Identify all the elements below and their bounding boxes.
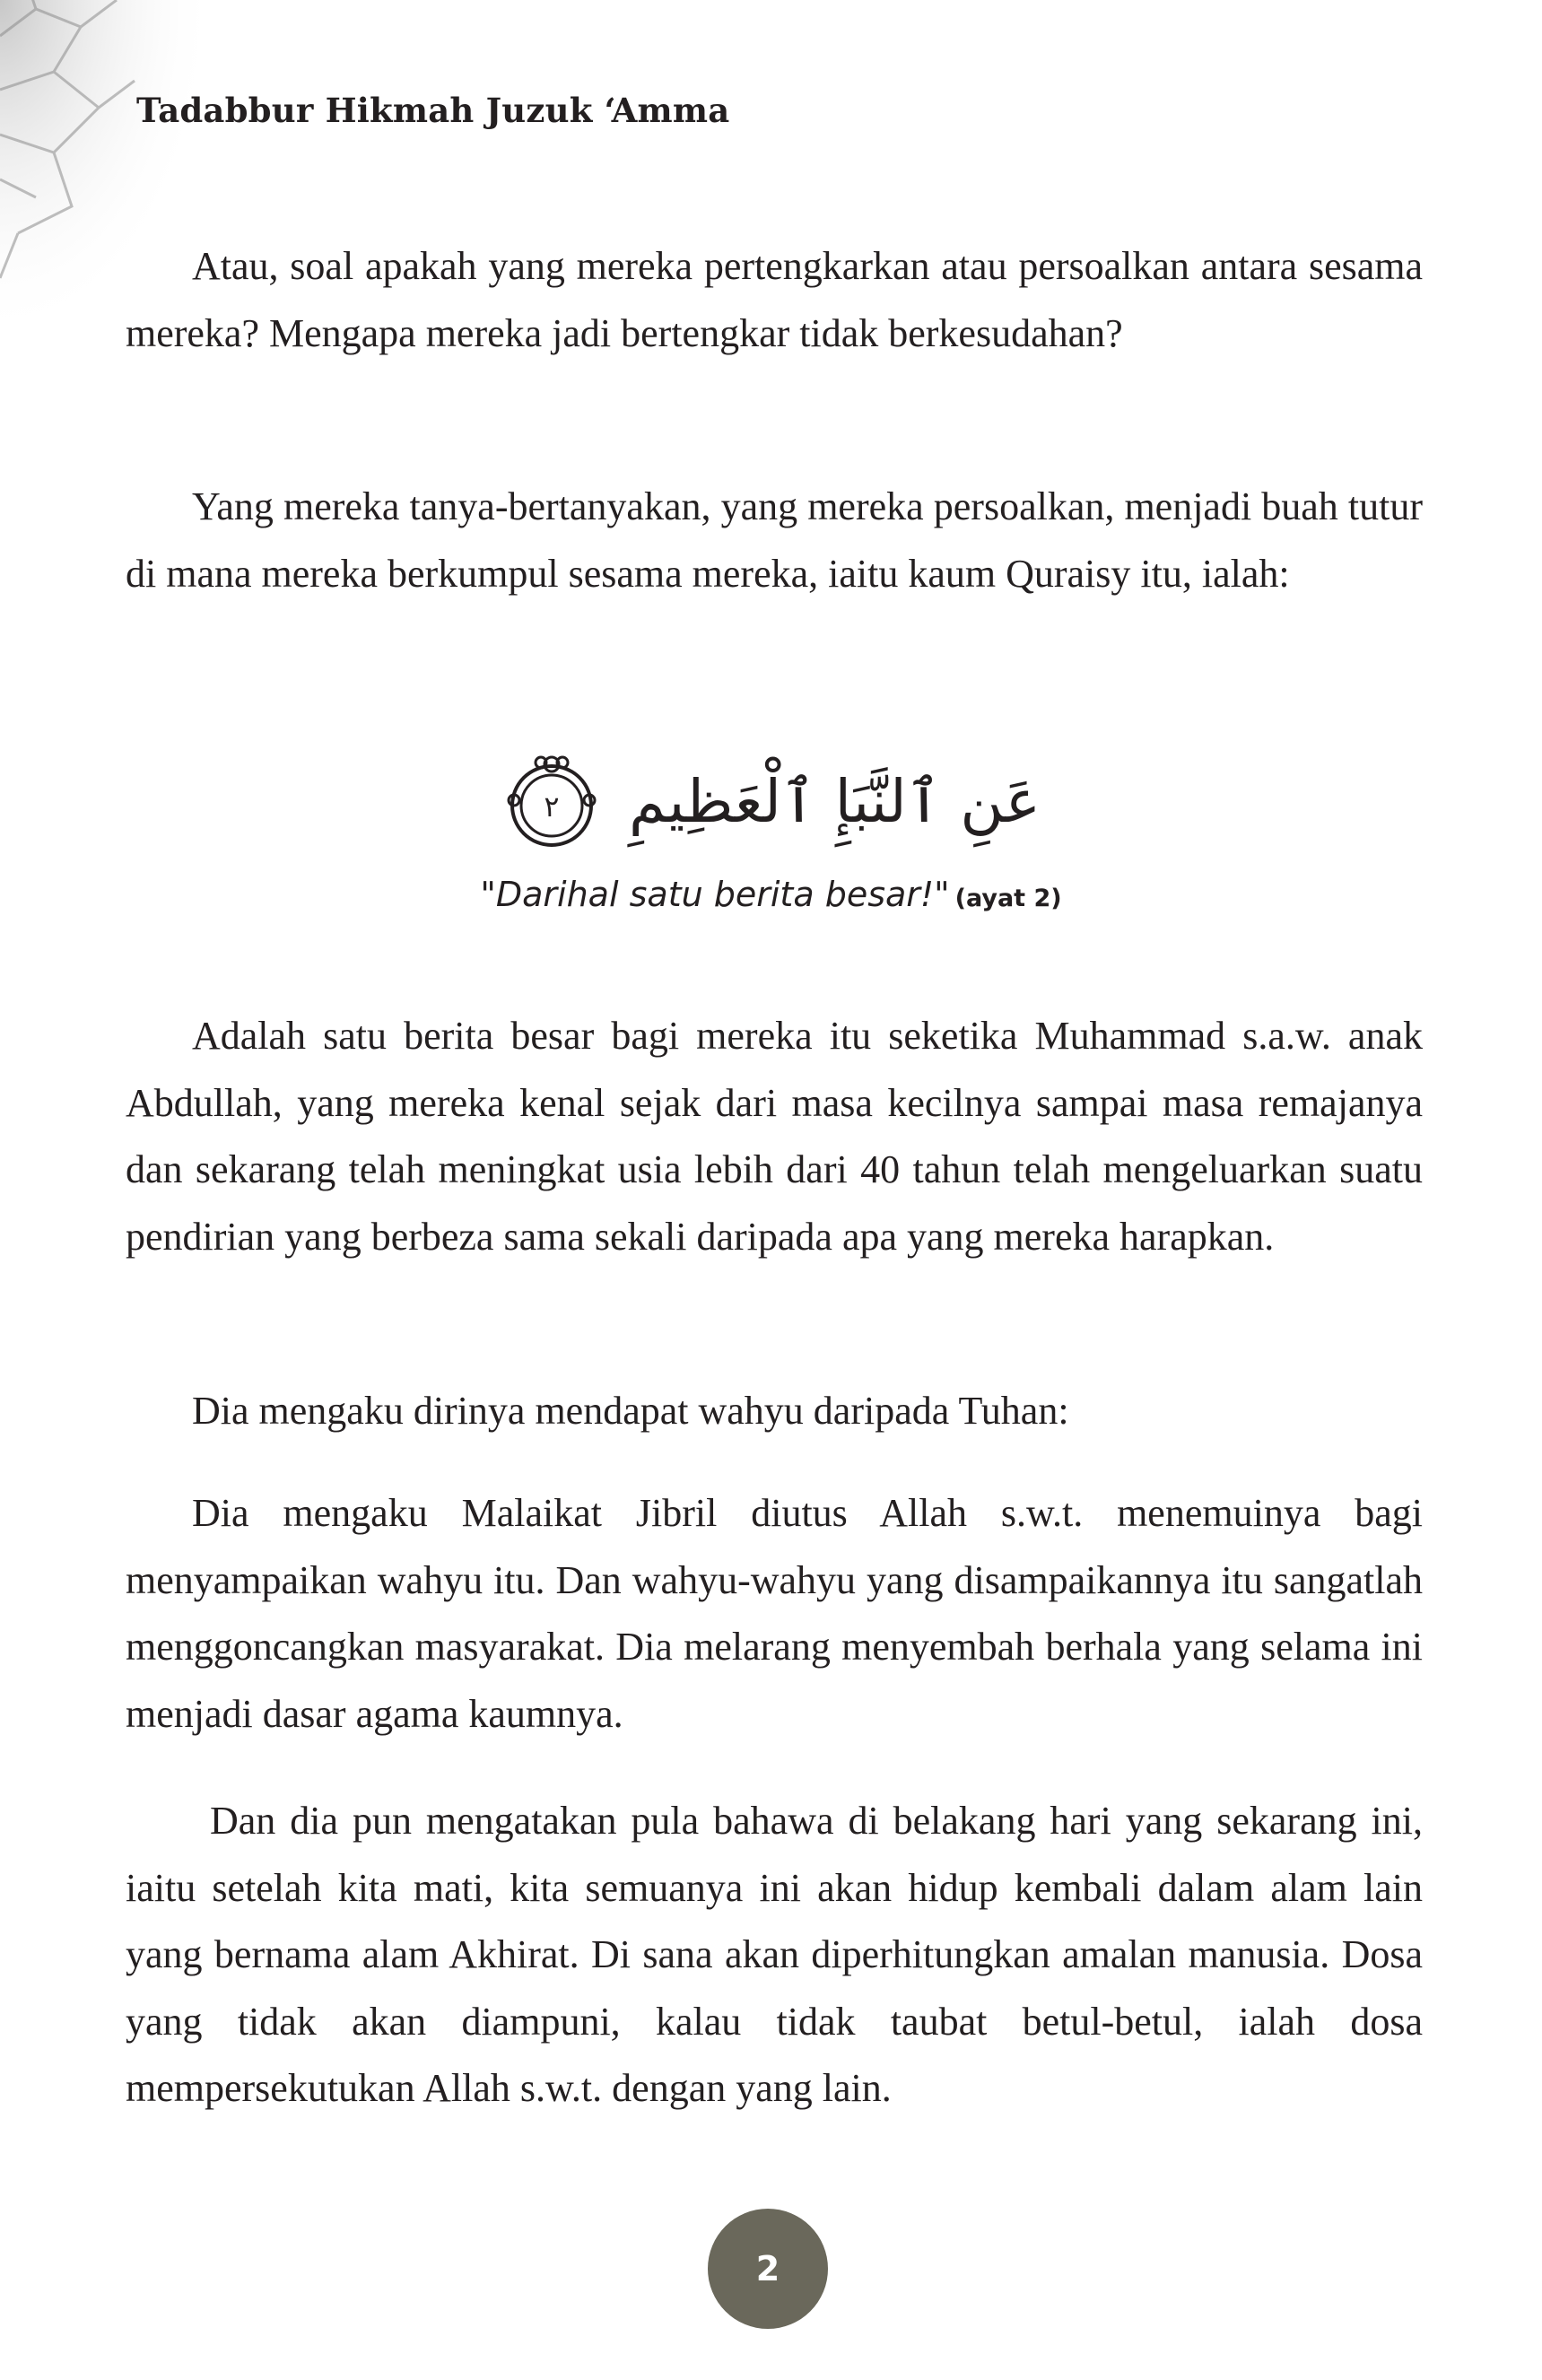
arabic-verse-text: عَنِ ٱلنَّبَإِ ٱلْعَظِيمِ [629, 767, 1041, 836]
paragraph-5: Dia mengaku Malaikat Jibril diutus Allah s.w.t. menemuinya bagi menyampaikan wahyu itu. Dan wahyu-wahyu yang disampaikannya itu sangatlah menggoncangkan masyarakat. Dia melarang menyembah berhala yang selama ini menjadi dasar agama kaumnya. [126, 1491, 1423, 1736]
paragraph-4: Dia mengaku dirinya mendapat wahyu daripada Tuhan: [192, 1389, 1069, 1433]
paragraph-6: Dan dia pun mengatakan pula bahawa di belakang hari yang sekarang ini, iaitu setelah kita mati, kita semuanya ini akan hidup kembali dalam alam lain yang bernama alam Akhirat. Di sana akan diperhitungkan amalan manusia. Dosa yang tidak akan diampuni, kalau tidak taubat betul-betul, ialah dosa mempersekutukan Allah s.w.t. dengan yang lain. [126, 1799, 1423, 2110]
paragraph-3: Adalah satu berita besar bagi mereka itu seketika Muhammad s.a.w. anak Abdullah, yang mereka kenal sejak dari masa kecilnya sampai masa remajanya dan sekarang telah meningkat usia lebih dari 40 tahun telah mengeluarkan suatu pendirian yang berbeza sama sekali daripada apa yang mereka harapkan. [126, 1014, 1423, 1259]
ayah-marker-icon [501, 752, 602, 852]
paragraph-1: Atau, soal apakah yang mereka pertengkarkan atau persoalkan antara sesama mereka? Mengapa mereka jadi bertengkar tidak berkesudahan? [126, 244, 1423, 355]
verse-translation [0, 875, 1542, 914]
quran-verse [0, 752, 1542, 868]
ayah-number: ٢ [544, 789, 560, 824]
paragraph-2: Yang mereka tanya-bertanyakan, yang mereka persoalkan, menjadi buah tutur di mana mereka berkumpul sesama mereka, iaitu kaum Quraisy itu, ialah: [126, 484, 1423, 596]
page-number-badge: 2 [708, 2209, 828, 2329]
verse-reference: (ayat 2) [954, 885, 1062, 912]
translation-text: "Darihal satu berita besar!" [480, 875, 950, 914]
running-header: Tadabbur Hikmah Juzuk ‘Amma [136, 91, 730, 130]
